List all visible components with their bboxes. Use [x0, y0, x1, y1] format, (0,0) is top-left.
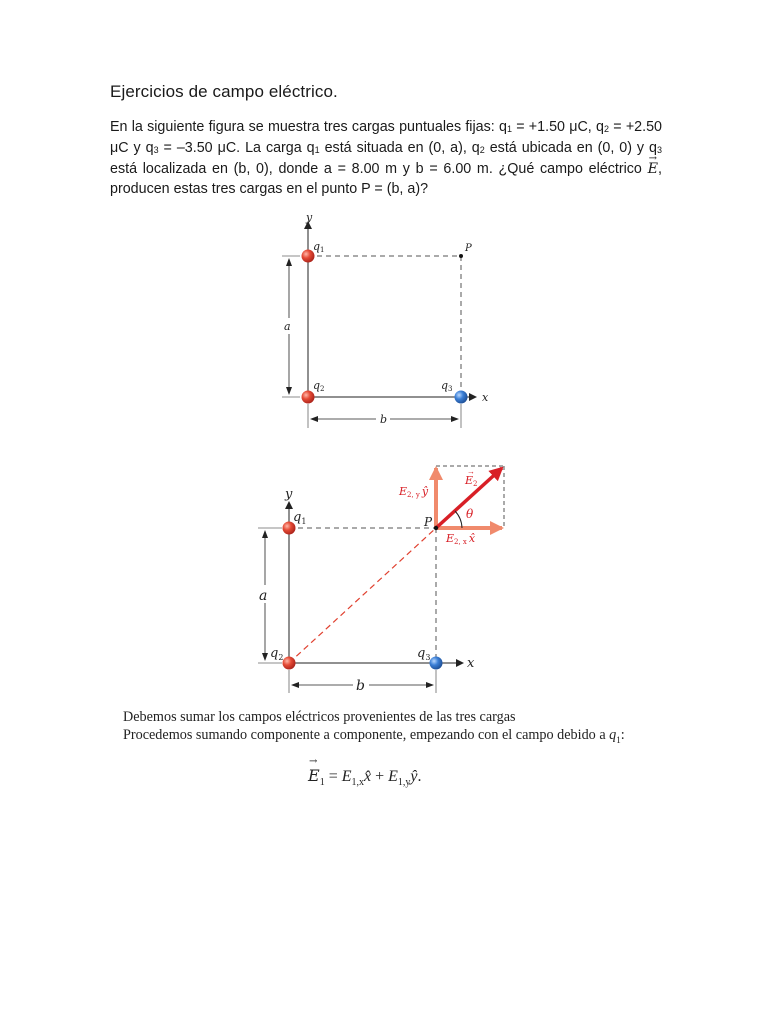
fig1-dim-a-arrow-top — [286, 258, 292, 266]
page-title: Ejercicios de campo eléctrico. — [110, 82, 338, 101]
fig1-q1-label: q1 — [313, 240, 325, 254]
fig2-dim-b-arrow-right — [426, 682, 434, 688]
explanation-line-1: Debemos sumar los campos eléctricos provenientes de las tres cargas — [123, 709, 516, 725]
fig2-theta-label: θ — [466, 507, 474, 521]
fig2-q2-label: $q_2$ — [270, 646, 284, 662]
fig2-charge-q3 — [430, 657, 443, 670]
fig1-q2-label: q2 — [313, 379, 325, 393]
explanation-line-2: Procedemos sumando componente a componente, empezando con el campo debido a $q_1$: — [123, 727, 625, 745]
fig2-q1-label: $q_1$ — [293, 510, 307, 526]
equation-e1: → $E_1$ = $E_{1,x}x̂$ + $E_{1,y}ŷ$. — [308, 766, 422, 788]
fig1-dim-a-arrow-bottom — [286, 387, 292, 395]
fig2-diagonal — [289, 528, 436, 663]
fig2-dim-b-label: b — [356, 678, 365, 694]
fig1-dim-b-label: b — [380, 413, 388, 426]
fig1-charge-q3 — [455, 391, 468, 404]
fig1-dim-b-arrow-right — [451, 416, 459, 422]
fig1-charge-q2 — [302, 391, 315, 404]
fig1-dim-b-arrow-left — [310, 416, 318, 422]
fig1-y-label: y — [306, 211, 313, 224]
fig2-e2-label: E2 — [465, 474, 478, 488]
fig1-x-label: x — [482, 391, 489, 404]
fig2-theta-arc — [455, 511, 462, 528]
fig1-p-label: P — [465, 243, 472, 254]
fig2-point-p — [434, 526, 438, 530]
fig2-e2y-label: E2, y ŷ — [399, 485, 429, 499]
fig2-e2-vec-arrow: → — [467, 467, 475, 476]
problem-statement: En la siguiente figura se muestra tres cargas puntuales fijas: $q_1 = +1.50$ μC, $q_2 = +2.50$ μC y $q_3 = -3.50$ μC. La carga $q_1$ está situada en (0, a), $q_2$ está ubicada en (0, 0) y $q_3$ está localizada en (b, 0), donde a = 8.00 m y b = 6.00 m. ¿Qué campo eléctrico → E, producen estas tres cargas en el punto P = (b, a)? — [110, 117, 662, 200]
fig1-dim-a-label: a — [284, 320, 291, 333]
fig2-e2x-label: E2, x x̂ — [446, 532, 476, 546]
fig2-dim-a-arrow-bottom — [262, 653, 268, 661]
fig1-point-p — [459, 254, 463, 258]
fig2-q3-label: $q_3$ — [417, 646, 431, 662]
fig2-p-label: P — [424, 515, 433, 529]
fig2-dim-a-label: a — [259, 588, 268, 604]
e-vector-symbol: → E — [648, 159, 658, 180]
fig2-dim-a-arrow-top — [262, 530, 268, 538]
fig2-charge-q2 — [283, 657, 296, 670]
fig1-q3-label: q3 — [441, 379, 453, 393]
fig2-y-label: y — [285, 487, 293, 502]
fig2-dim-b-arrow-left — [291, 682, 299, 688]
fig2-x-label: x — [467, 656, 475, 671]
